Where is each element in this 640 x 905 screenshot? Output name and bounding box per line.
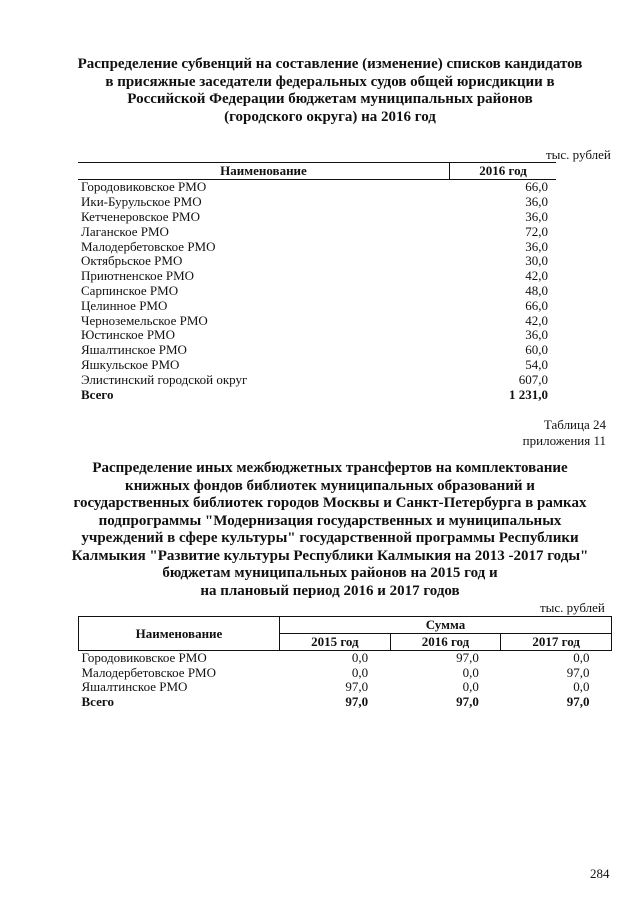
- table-row: [78, 328, 556, 343]
- table2-header-sum: Сумма: [280, 617, 612, 634]
- row-name: Лаганское РМО: [81, 223, 169, 239]
- row-value-2017: 97,0: [566, 664, 590, 680]
- table-number: Таблица 24: [543, 417, 606, 432]
- total-label: Всего: [81, 386, 114, 402]
- table2-unit: тыс. рублей: [540, 600, 605, 615]
- table2-title: [60, 460, 600, 600]
- table2-header-name: Наименование: [79, 617, 280, 651]
- table2-title-line: на плановый период 2016 и 2017 годов: [200, 582, 460, 599]
- table-row: [78, 195, 556, 210]
- year-2017-header: 2017 год: [501, 634, 612, 651]
- table-row: [78, 210, 556, 225]
- table-row: [78, 343, 556, 358]
- row-name: Ики-Бурульское РМО: [81, 194, 202, 210]
- table-row: [78, 358, 556, 373]
- row-name: Юстинское РМО: [81, 327, 176, 343]
- table2-title-line: книжных фондов библиотек муниципальных образований и: [125, 477, 535, 494]
- row-value: 60,0: [525, 342, 548, 358]
- row-value: 54,0: [525, 356, 548, 372]
- row-value: 66,0: [525, 297, 548, 313]
- subvention-table: [78, 162, 556, 402]
- row-value-2016: 0,0: [462, 679, 479, 695]
- table1-title-line: (городского округа) на 2016 год: [224, 108, 436, 125]
- table-row: [78, 254, 556, 269]
- total-value-2017: 97,0: [566, 693, 590, 709]
- row-value-2016: 97,0: [456, 650, 479, 666]
- table-row: [78, 298, 556, 313]
- table1-header-year: 2016 год: [450, 163, 557, 180]
- table-row: [78, 269, 556, 284]
- row-value: 607,0: [518, 371, 548, 387]
- row-name: Яшкульское РМО: [81, 356, 180, 372]
- row-name: Городовиковское РМО: [81, 650, 207, 666]
- table2-title-line: бюджетам муниципальных районов на 2015 год и: [162, 565, 498, 581]
- total-value-2015: 97,0: [345, 693, 369, 709]
- row-value: 36,0: [525, 327, 548, 343]
- table1-title-line: Распределение субвенций на составление (изменение) списков кандидатов: [77, 56, 583, 72]
- row-value: 30,0: [525, 253, 548, 269]
- row-name: Приютненское РМО: [81, 268, 195, 284]
- year-2015-header: 2015 год: [280, 634, 391, 651]
- row-name: Яшалтинское РМО: [81, 342, 187, 358]
- table1-title: [60, 56, 600, 126]
- table2-title-line: Калмыкия "Развитие культуры Республики Калмыкия на 2013 -2017 годы": [71, 547, 589, 564]
- total-row: [79, 695, 612, 710]
- row-name: Октябрьское РМО: [81, 253, 183, 269]
- row-value-2015: 0,0: [351, 650, 369, 666]
- row-name: Яшалтинское РМО: [81, 679, 188, 695]
- total-value-2016: 97,0: [456, 693, 479, 709]
- row-value-2015: 0,0: [351, 664, 369, 680]
- table1-header-row: [78, 163, 556, 180]
- total-label: Всего: [81, 693, 114, 709]
- table-row: [78, 180, 556, 195]
- total-value: 1 231,0: [509, 386, 548, 402]
- table2-title-line: учреждений в сфере культуры" государственной программы Республики: [81, 530, 579, 546]
- table1-unit: тыс. рублей: [546, 147, 611, 162]
- table2-title-line: подпрограммы "Модернизация государственных и муниципальных: [98, 512, 562, 529]
- row-value-2015: 97,0: [345, 679, 369, 695]
- table2-title-line: государственных библиотек городов Москвы и Санкт-Петербурга в рамках: [73, 495, 587, 511]
- page-number: 284: [590, 866, 610, 881]
- table1-header-name: Наименование: [78, 163, 450, 180]
- year-2016-header: 2016 год: [390, 634, 501, 651]
- table-row: [78, 313, 556, 328]
- row-value: 66,0: [525, 179, 548, 195]
- table-row: [79, 680, 612, 695]
- appendix-number: приложения 11: [522, 433, 606, 448]
- total-row: [78, 387, 556, 402]
- table-row: [78, 239, 556, 254]
- table-row: [79, 651, 612, 666]
- row-name: Малодербетовское РМО: [81, 238, 216, 254]
- table1-title-line: Российской Федерации бюджетам муниципальных районов: [127, 91, 533, 107]
- table-row: [79, 666, 612, 681]
- table2-header-row: [79, 617, 612, 634]
- table-row: [78, 372, 556, 387]
- table-row: [78, 224, 556, 239]
- row-value-2017: 0,0: [573, 679, 590, 695]
- row-name: Черноземельское РМО: [81, 312, 208, 328]
- row-name: Кетченеровское РМО: [81, 208, 201, 224]
- table1-title-line: в присяжные заседатели федеральных судов общей юрисдикции в: [105, 73, 555, 90]
- row-value: 42,0: [525, 268, 548, 284]
- transfers-table: [78, 616, 612, 709]
- row-name: Малодербетовское РМО: [81, 664, 217, 680]
- row-name: Целинное РМО: [81, 297, 168, 313]
- row-value: 36,0: [525, 208, 548, 224]
- row-value: 36,0: [525, 238, 548, 254]
- row-name: Городовиковское РМО: [81, 179, 207, 195]
- row-value: 72,0: [525, 223, 548, 239]
- row-value: 48,0: [525, 282, 548, 298]
- row-value-2017: 0,0: [573, 650, 590, 666]
- table2-title-line: Распределение иных межбюджетных трансфертов на комплектование: [92, 460, 568, 476]
- row-value: 42,0: [525, 312, 548, 328]
- row-value-2016: 0,0: [462, 664, 479, 680]
- table-row: [78, 284, 556, 299]
- row-name: Элистинский городской округ: [81, 371, 248, 387]
- row-name: Сарпинское РМО: [81, 282, 179, 298]
- table-reference-note: [523, 417, 606, 449]
- row-value: 36,0: [525, 194, 548, 210]
